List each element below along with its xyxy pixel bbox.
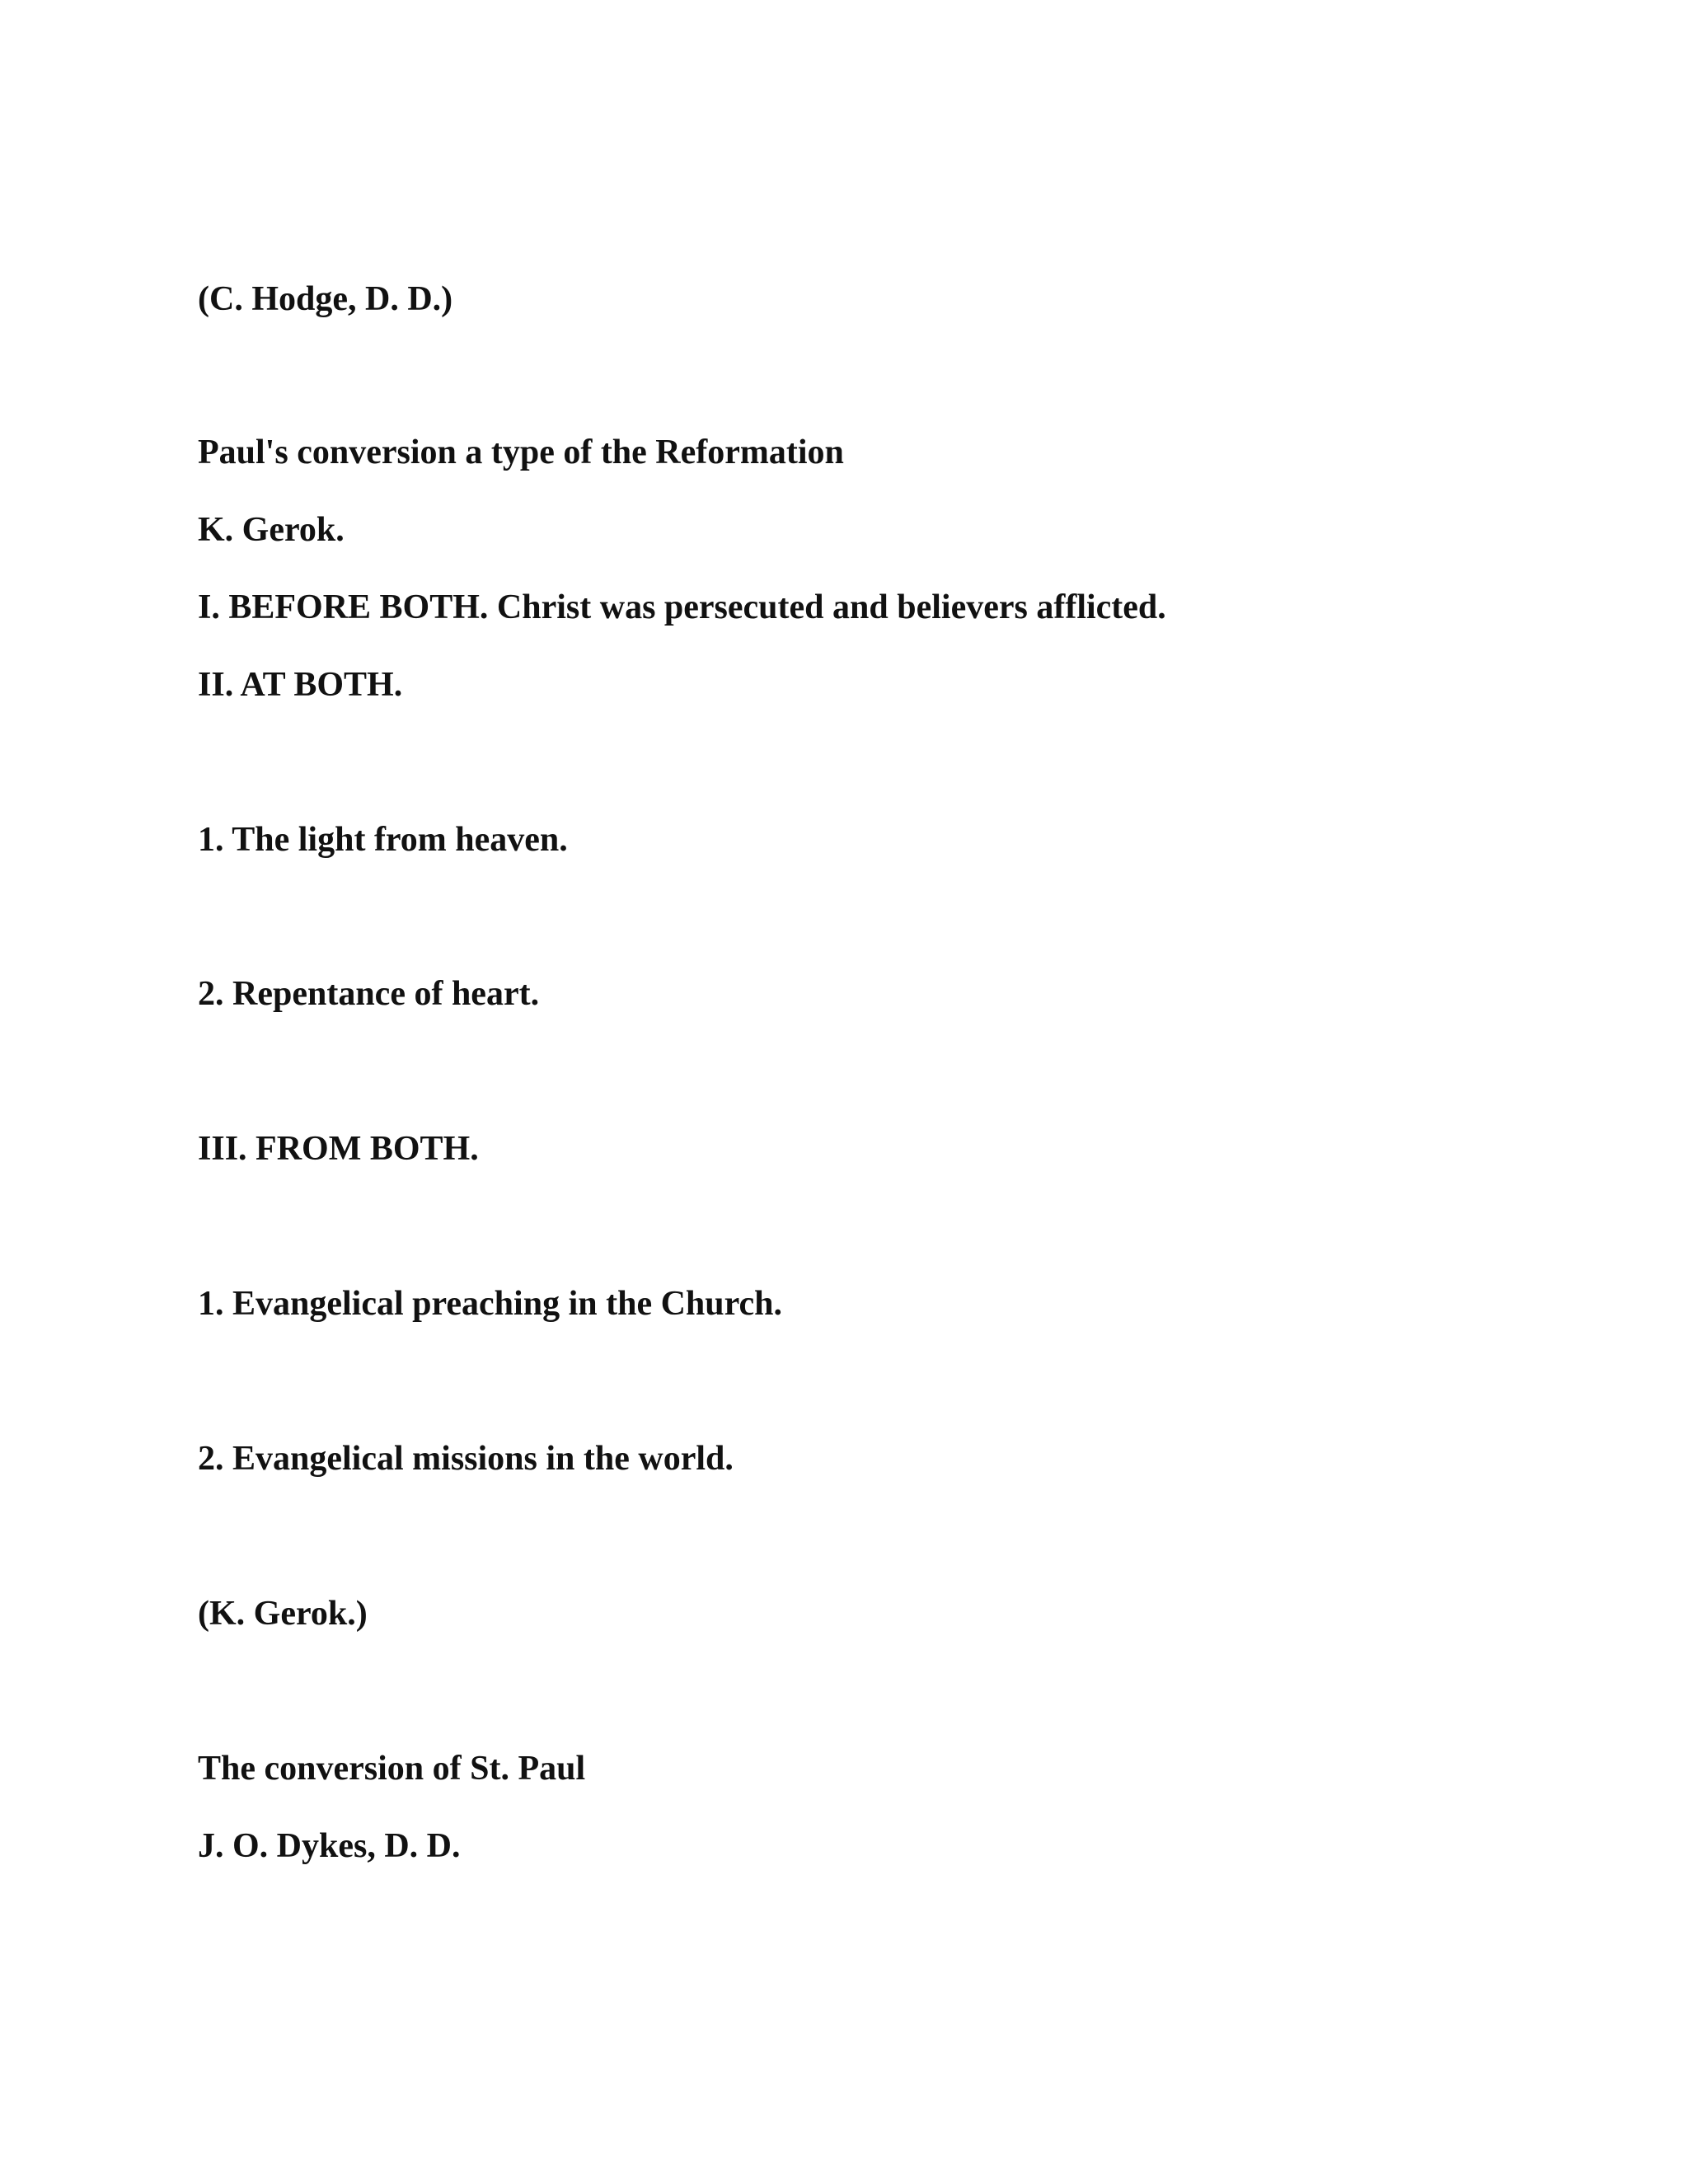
attribution-gerok: (K. Gerok.) bbox=[198, 1595, 368, 1633]
outline-subpoint-ii-1: 1. The light from heaven. bbox=[198, 821, 568, 859]
outline-subpoint-iii-1: 1. Evangelical preaching in the Church. bbox=[198, 1285, 783, 1323]
outline-point-ii: II. AT BOTH. bbox=[198, 666, 403, 704]
section-title-conversion: The conversion of St. Paul bbox=[198, 1750, 586, 1788]
author-dykes: J. O. Dykes, D. D. bbox=[198, 1827, 461, 1865]
section-title-reformation: Paul's conversion a type of the Reformation bbox=[198, 434, 844, 471]
outline-subpoint-iii-2: 2. Evangelical missions in the world. bbox=[198, 1440, 734, 1478]
outline-subpoint-ii-2: 2. Repentance of heart. bbox=[198, 975, 540, 1013]
outline-point-i: I. BEFORE BOTH. Christ was persecuted and believers afflicted. bbox=[198, 588, 1166, 626]
author-gerok: K. Gerok. bbox=[198, 511, 345, 549]
outline-point-iii: III. FROM BOTH. bbox=[198, 1130, 479, 1168]
attribution-hodge: (C. Hodge, D. D.) bbox=[198, 280, 453, 318]
